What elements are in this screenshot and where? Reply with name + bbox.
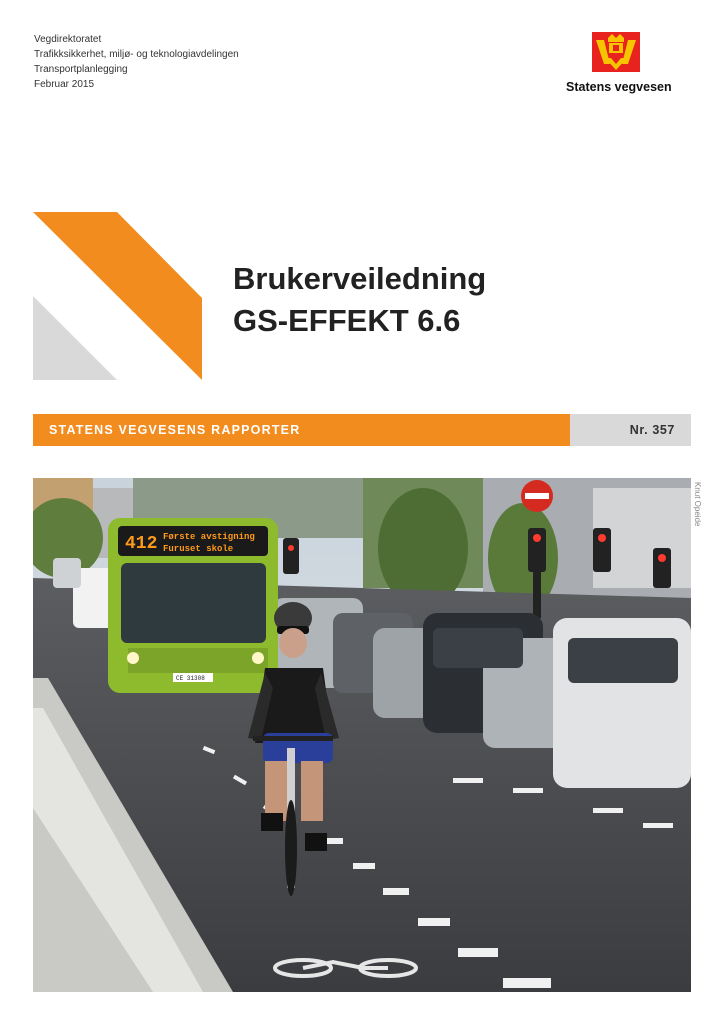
bus-sign-line1: Første avstigning [163,532,255,542]
title-line-1: Brukerveiledning [233,261,487,296]
bus-license-plate: CE 31308 [176,675,205,682]
crown-road-shield-icon [590,30,642,74]
bus-sign-line2: Furuset skole [163,544,234,554]
grey-triangle [33,296,117,380]
decorative-triangles [33,212,205,384]
title-line-2: GS-EFFEKT 6.6 [233,303,461,338]
report-number: Nr. 357 [629,423,675,437]
meta-line-date: Februar 2015 [34,79,95,90]
logo-wordmark: Statens vegvesen [566,80,672,94]
statens-vegvesen-logo [566,30,672,94]
report-title [233,258,486,342]
photo-credit-text: Knut Opeide [693,482,702,527]
photo-credit [688,478,702,568]
bus-route-number: 412 [125,534,158,554]
header-meta [34,32,239,92]
meta-line-section: Transportplanlegging [34,64,128,75]
meta-line-organization: Vegdirektoratet [34,34,102,45]
series-band-grey [570,414,691,446]
series-label: STATENS VEGVESENS RAPPORTER [49,423,301,437]
cover-photo-illustration [33,478,691,992]
cover-photo [33,478,691,992]
meta-line-department: Trafikksikkerhet, miljø- og teknologiavdelingen [34,49,239,60]
series-band [33,414,691,446]
series-band-orange [33,414,570,446]
